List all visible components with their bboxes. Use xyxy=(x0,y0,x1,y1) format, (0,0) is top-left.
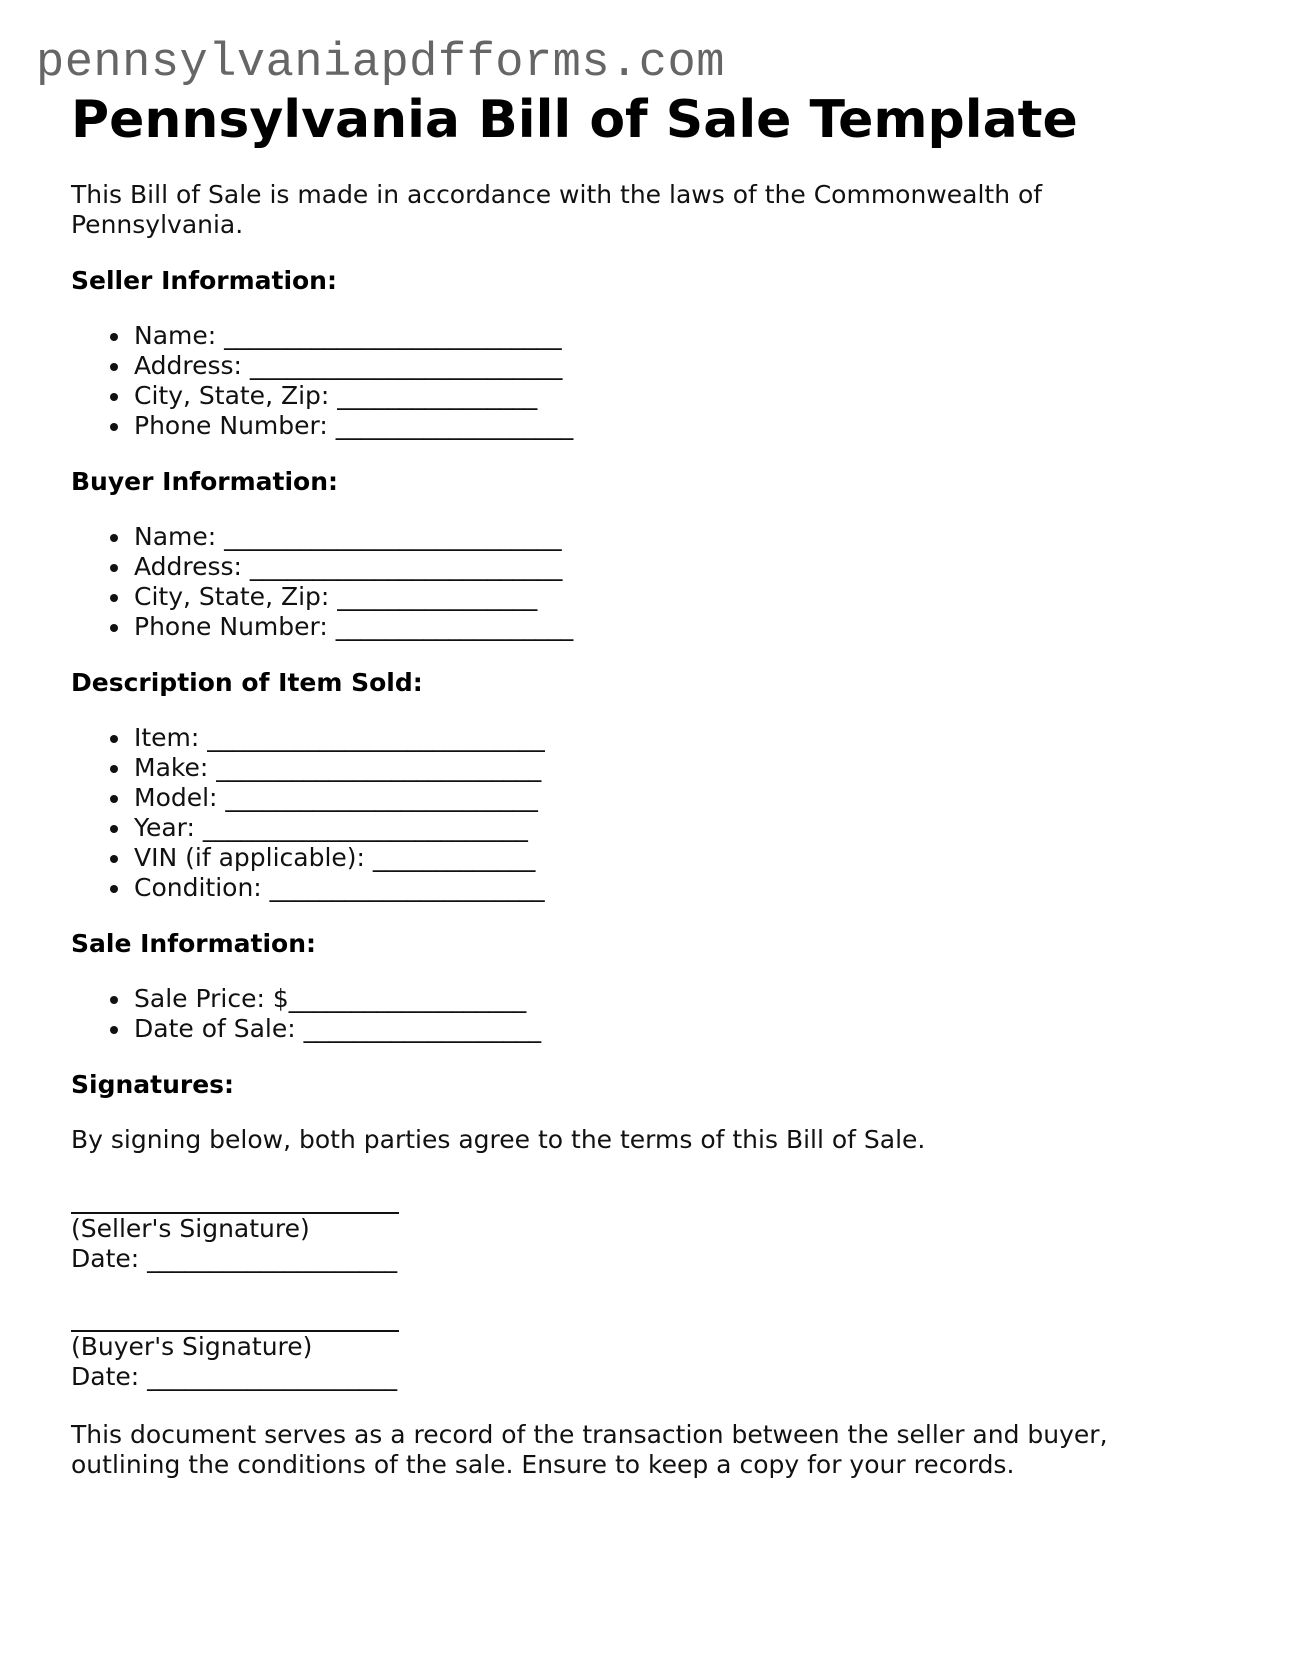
sale-price-field[interactable]: Sale Price: $___________________ xyxy=(134,984,1221,1014)
buyer-address-field[interactable]: Address: _________________________ xyxy=(134,552,1221,582)
buyer-fields xyxy=(71,522,1221,642)
seller-phone-field[interactable]: Phone Number: ___________________ xyxy=(134,411,1221,441)
item-field[interactable]: Item: ___________________________ xyxy=(134,723,1221,753)
seller-heading: Seller Information: xyxy=(71,266,337,295)
buyer-heading: Buyer Information: xyxy=(71,467,339,496)
vin-field[interactable]: VIN (if applicable): _____________ xyxy=(134,843,1221,873)
seller-signature-date-field[interactable]: Date: ____________________ xyxy=(71,1244,398,1273)
document-body xyxy=(71,88,1221,1480)
year-field[interactable]: Year: __________________________ xyxy=(134,813,1221,843)
intro-paragraph: This Bill of Sale is made in accordance with the laws of the Commonwealth of Pennsylvania. xyxy=(71,180,1043,239)
date-of-sale-field[interactable]: Date of Sale: ___________________ xyxy=(134,1014,1221,1044)
sale-heading: Sale Information: xyxy=(71,929,316,958)
seller-signature-label: (Seller's Signature) xyxy=(71,1214,310,1243)
seller-signature-block xyxy=(71,1186,1221,1274)
sale-fields xyxy=(71,984,1221,1044)
seller-fields xyxy=(71,321,1221,441)
buyer-signature-label: (Buyer's Signature) xyxy=(71,1332,313,1361)
seller-signature-line[interactable] xyxy=(71,1186,399,1214)
condition-field[interactable]: Condition: ______________________ xyxy=(134,873,1221,903)
buyer-signature-date-field[interactable]: Date: ____________________ xyxy=(71,1362,398,1391)
buyer-phone-field[interactable]: Phone Number: ___________________ xyxy=(134,612,1221,642)
document-title: Pennsylvania Bill of Sale Template xyxy=(71,90,1078,150)
signatures-statement: By signing below, both parties agree to the terms of this Bill of Sale. xyxy=(71,1125,926,1154)
buyer-city-state-zip-field[interactable]: City, State, Zip: ________________ xyxy=(134,582,1221,612)
item-heading: Description of Item Sold: xyxy=(71,668,423,697)
seller-name-field[interactable]: Name: ___________________________ xyxy=(134,321,1221,351)
buyer-signature-line[interactable] xyxy=(71,1304,399,1332)
seller-city-state-zip-field[interactable]: City, State, Zip: ________________ xyxy=(134,381,1221,411)
watermark: pennsylvaniapdfforms.com xyxy=(36,37,725,90)
buyer-signature-block xyxy=(71,1304,1221,1392)
seller-address-field[interactable]: Address: _________________________ xyxy=(134,351,1221,381)
closing-paragraph: This document serves as a record of the transaction between the seller and buyer, outlining the conditions of the sale. Ensure to keep a copy for your records. xyxy=(71,1420,1108,1479)
signatures-heading: Signatures: xyxy=(71,1070,235,1099)
item-fields xyxy=(71,723,1221,903)
model-field[interactable]: Model: _________________________ xyxy=(134,783,1221,813)
make-field[interactable]: Make: __________________________ xyxy=(134,753,1221,783)
buyer-name-field[interactable]: Name: ___________________________ xyxy=(134,522,1221,552)
